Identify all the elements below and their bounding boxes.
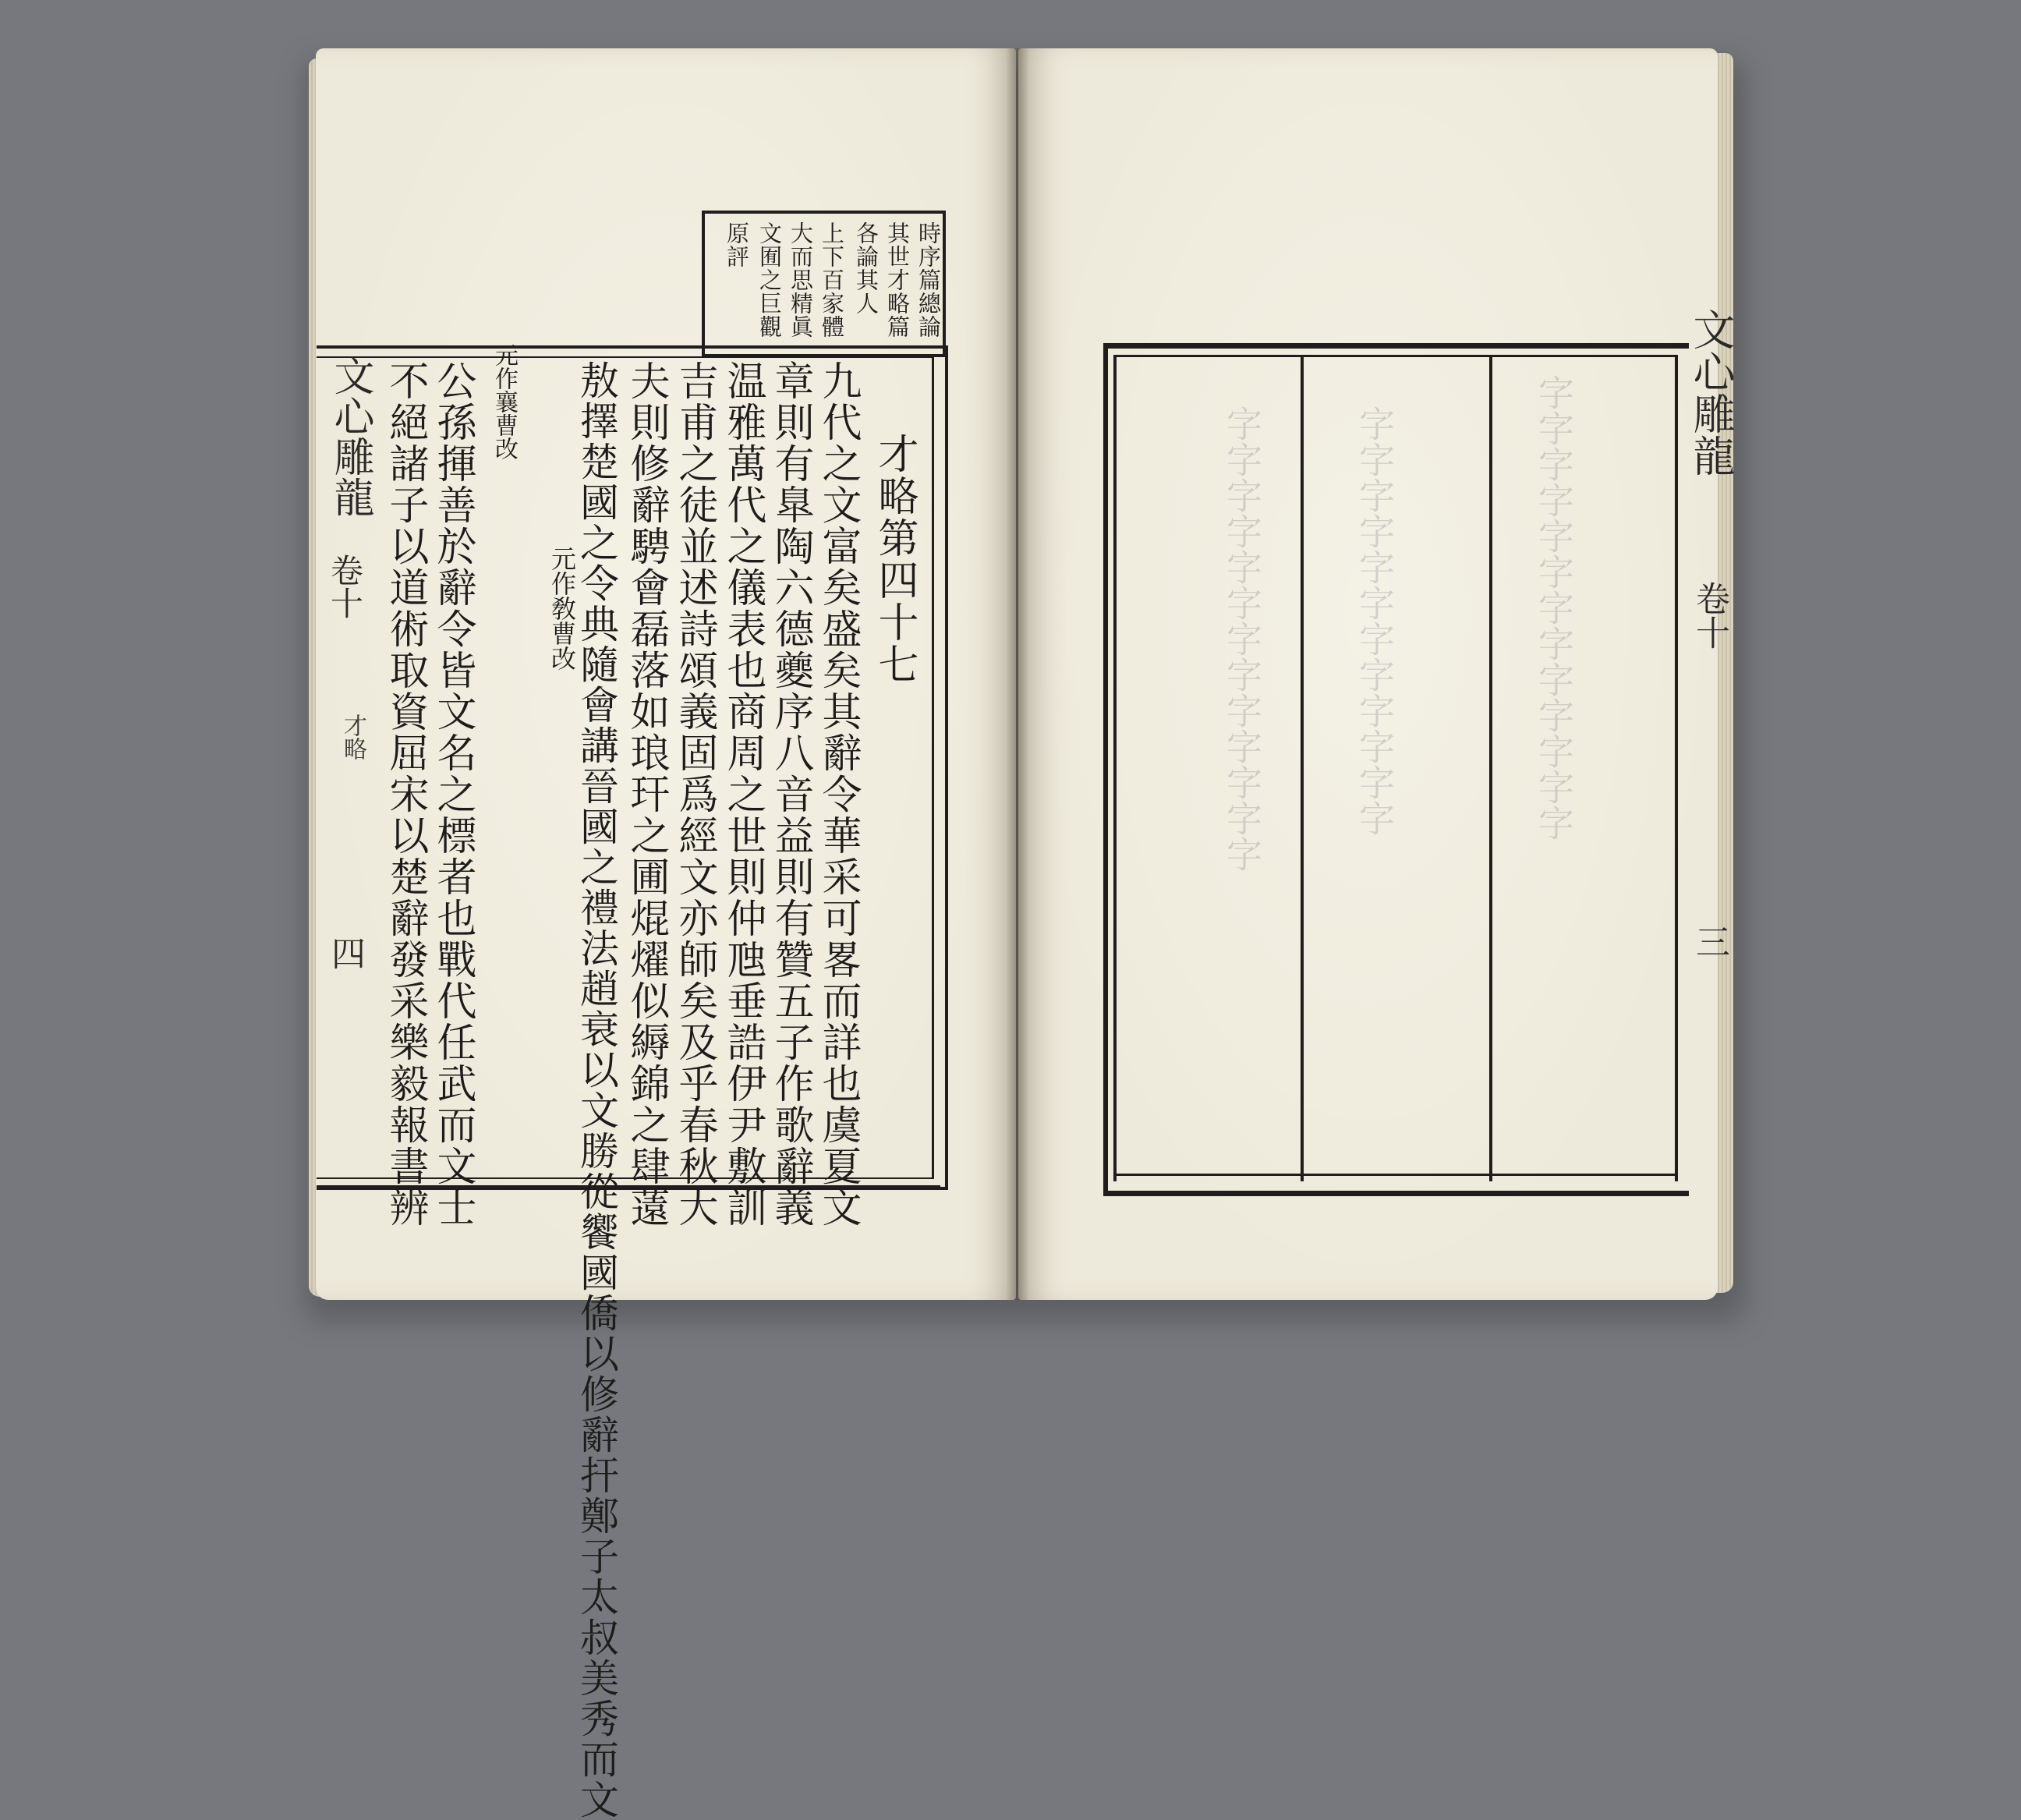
text-column: 吉甫之徒並述詩頌義固爲經文亦師矣及乎春秋大 xyxy=(671,360,718,1228)
collation-note: 元作敎曹改 xyxy=(547,546,577,671)
right-frame-line xyxy=(1301,355,1304,1181)
collation-note: 元作襄曹改 xyxy=(490,343,518,460)
commentary-attribution: 原評 xyxy=(724,221,750,268)
commentary-line: 上下百家體 xyxy=(819,221,845,338)
gutter-shadow xyxy=(1006,48,1029,1300)
chapter-title: 才略第四十七 xyxy=(871,433,918,685)
text-column: 不絕諸子以道術取資屈宋以楚辭發采樂毅報書辨 xyxy=(382,360,429,1228)
right-frame-rule xyxy=(1117,1174,1675,1176)
right-frame-line xyxy=(1113,355,1117,1181)
text-column: 公孫揮善於辭令皆文名之標者也戰代任武而文士 xyxy=(430,360,476,1228)
commentary-line: 大而思精眞 xyxy=(788,221,814,338)
commentary-line: 文囿之巨觀 xyxy=(756,221,783,338)
right-frame-line xyxy=(1489,355,1492,1181)
text-column: 温雅萬代之儀表也商周之世則仲虺垂誥伊尹敷訓 xyxy=(720,360,766,1228)
show-through-text: 字字字字字字字字字字字字字 xyxy=(1533,374,1575,841)
chapter-label-margin: 才略 xyxy=(339,713,366,760)
text-column: 九代之文富矣盛矣其辭令華采可畧而詳也虞夏文 xyxy=(815,360,862,1228)
right-frame-rule xyxy=(1117,355,1675,357)
book-title-margin-right: 文心雕龍 xyxy=(1687,308,1736,476)
commentary-line: 各論其人 xyxy=(853,221,880,315)
commentary-line: 其世才略篇 xyxy=(884,221,911,338)
text-column: 章則有臯陶六德夔序八音益則有贊五子作歌辭義 xyxy=(767,360,814,1228)
page-number: 四 xyxy=(325,936,365,970)
show-through-text: 字字字字字字字字字字字字字 xyxy=(1221,405,1263,872)
right-frame-line xyxy=(1675,355,1678,1181)
text-column-main: 敖擇楚國之令典隨會講晉國之禮法趙衰以文勝從饗國僑以修辭扞鄭子太叔美秀而文 xyxy=(574,360,619,1820)
commentary-line: 時序篇總論 xyxy=(915,221,942,338)
volume-label: 卷十 xyxy=(326,554,364,619)
show-through-text: 字字字字字字字字字字字字 xyxy=(1354,405,1396,836)
book-title-margin: 文心雕龍 xyxy=(327,355,373,517)
volume-label-right: 卷十 xyxy=(1690,581,1729,650)
text-column: 夫則修辭騁會磊落如琅玕之圃焜燿似縟錦之肆薳 xyxy=(623,360,670,1228)
page-number-right: 三 xyxy=(1690,924,1729,958)
right-page-frame xyxy=(1103,343,1689,1196)
text-column xyxy=(574,360,619,1820)
commentary-box xyxy=(702,211,946,357)
